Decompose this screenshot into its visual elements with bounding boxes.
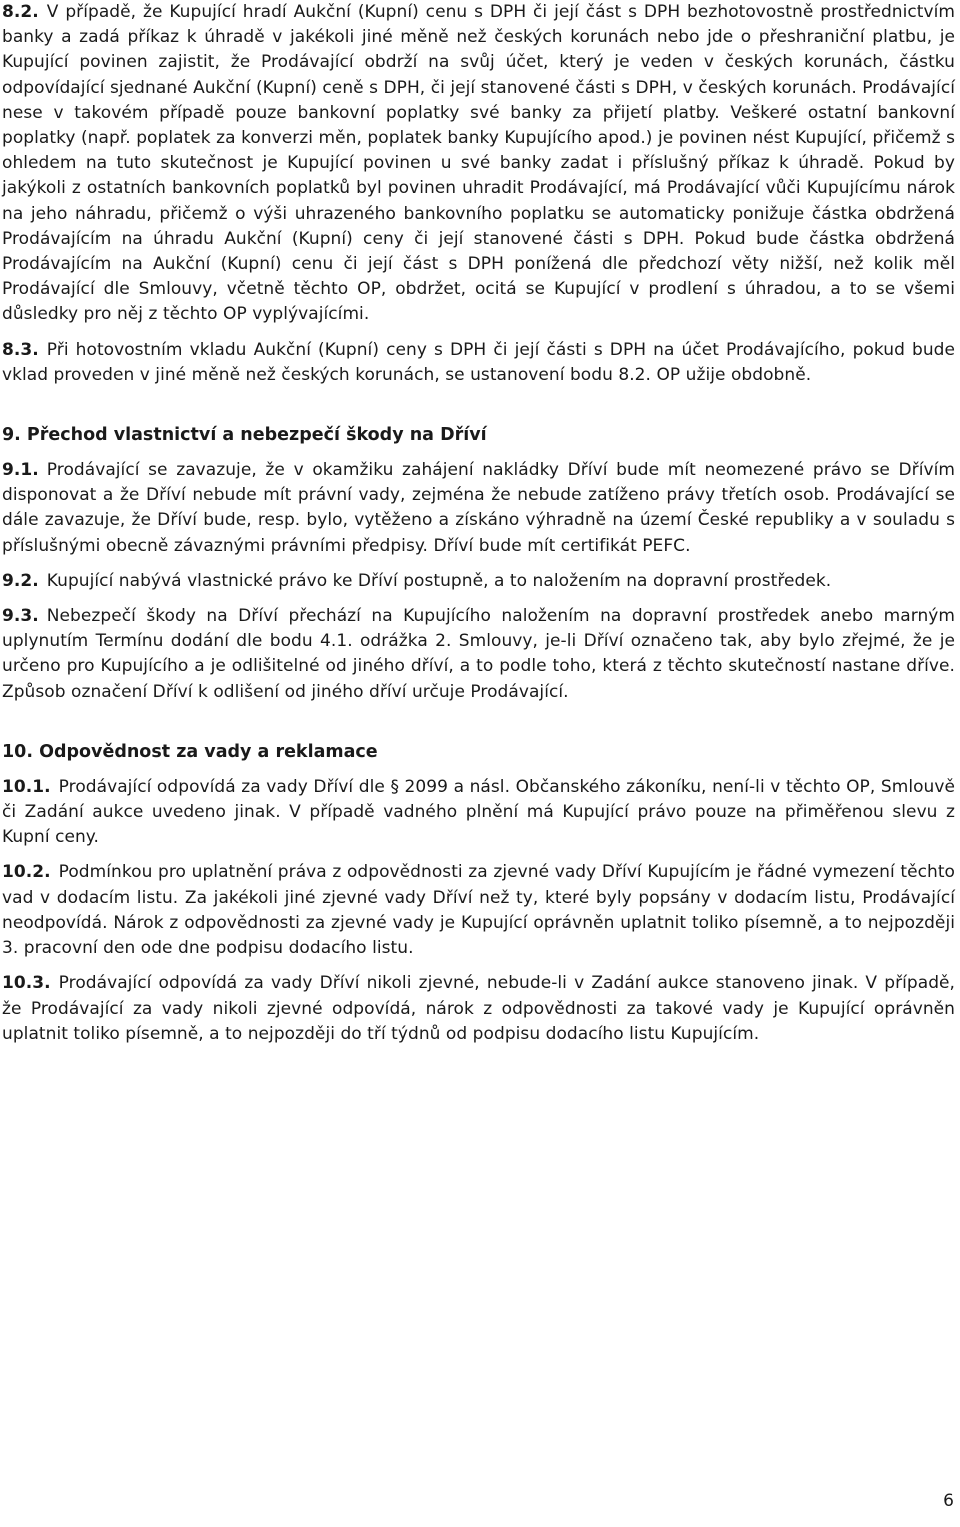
clause-number: 8.3.	[2, 339, 39, 360]
clause-9-1	[2, 458, 955, 559]
clause-9-3	[2, 604, 955, 705]
clause-text: Prodávající odpovídá za vady Dříví dle § 2099 a násl. Občanského zákoníku, není-li v těchto OP, Smlouvě či Zadání aukce uvedeno jinak. V případě vadného plnění má Kupující právo pouze na přiměřenou slevu z Kupní ceny.	[2, 776, 955, 848]
clause-10-3	[2, 971, 955, 1047]
clause-10-2	[2, 860, 955, 961]
clause-text: Podmínkou pro uplatnění práva z odpovědnosti za zjevné vady Dříví Kupujícím je řádné vymezení těchto vad v dodacím listu. Za jakékoli jiné zjevné vady Dříví než ty, které byly popsány v dodacím listu, Prodávající neodpovídá. Nárok z odpovědnosti za zjevné vady je Kupující oprávněn uplatnit toliko písemně, a to nejpozději 3. pracovní den ode dne podpisu dodacího listu.	[2, 862, 955, 959]
clause-8-3	[2, 338, 955, 388]
clause-9-2	[2, 569, 955, 594]
clause-text: Při hotovostním vkladu Aukční (Kupní) ceny s DPH či její části s DPH na účet Prodávajícího, pokud bude vklad proveden v jiné měně než českých korunách, se ustanovení bodu 8.2. OP užije obdobně.	[2, 339, 955, 385]
document-body	[2, 0, 955, 1047]
section-heading-9: 9. Přechod vlastnictví a nebezpečí škody na Dříví	[2, 425, 487, 446]
section-heading-10: 10. Odpovědnost za vady a reklamace	[2, 741, 378, 762]
clause-text: V případě, že Kupující hradí Aukční (Kupní) cenu s DPH či její část s DPH bezhotovostně prostřednictvím banky a zadá příkaz k úhradě v jakékoli jiné měně než českých korunách nebo jde o přeshraniční platbu, je Kupující povinen zajistit, že Prodávající obdrží na svůj účet, který je veden v českých korunách, částku odpovídající sjednané Aukční (Kupní) ceně s DPH, či její stanovené části s DPH, v českých korunách. Prodávající nese v takovém případě pouze bankovní poplatky své banky za přijetí platby. Veškeré ostatní bankovní poplatky (např. poplatek za konverzi měn, poplatek banky Kupujícího apod.) je povinen nést Kupující, přičemž s ohledem na tuto skutečnost je Kupující povinen u své banky zadat i příslušný příkaz k úhradě. Pokud by jakýkoli z ostatních bankovních poplatků byl povinen uhradit Prodávající, má Prodávající vůči Kupujícímu nárok na jeho náhradu, přičemž o výši uhrazeného bankovního poplatku se automaticky ponižuje částka obdržená Prodávajícím na úhradu Aukční (Kupní) ceny či její stanovené části s DPH. Pokud bude částka obdržená Prodávajícím na Aukční (Kupní) cenu či její část s DPH ponížená dle předchozí věty nižší, než kolik měl Prodávající dle Smlouvy, včetně těchto OP, obdržet, ocitá se Kupující v prodlení s úhradou, a to se všemi důsledky pro něj z těchto OP vyplývajícími.	[2, 2, 955, 325]
clause-8-2	[2, 0, 955, 328]
clause-number: 9.2.	[2, 570, 39, 591]
clause-number: 10.3.	[2, 973, 51, 994]
clause-text: Prodávající odpovídá za vady Dříví nikoli zjevné, nebude-li v Zadání aukce stanoveno jinak. V případě, že Prodávající za vady nikoli zjevné odpovídá, nárok z odpovědnosti za takové vady je Kupující oprávněn uplatnit toliko písemně, a to nejpozději do tří týdnů od podpisu dodacího listu Kupujícím.	[2, 973, 955, 1044]
clause-text: Prodávající se zavazuje, že v okamžiku zahájení nakládky Dříví bude mít neomezené právo se Dřívím disponovat a že Dříví nebude mít právní vady, zejména že nebude zatíženo právy třetích osob. Prodávající se dále zavazuje, že Dříví bude, resp. bylo, vytěženo a získáno výhradně na území České republiky a v souladu s příslušnými obecně závaznými právními předpisy. Dříví bude mít certifikát PEFC.	[2, 460, 955, 556]
clause-10-1	[2, 775, 955, 851]
clause-number: 9.3.	[2, 606, 39, 627]
clause-number: 8.2.	[2, 2, 39, 22]
clause-text: Nebezpečí škody na Dříví přechází na Kupujícího naložením na dopravní prostředek anebo marným uplynutím Termínu dodání dle bodu 4.1. odrážka 2. Smlouvy, je-li Dříví označeno tak, aby bylo zřejmé, že je určeno pro Kupujícího a je odlišitelné od jiného dříví, a to podle toho, která z těchto skutečností nastane dříve. Způsob označení Dříví k odlišení od jiného dříví určuje Prodávající.	[2, 606, 955, 702]
clause-number: 9.1.	[2, 460, 39, 481]
clause-number: 10.1.	[2, 776, 51, 797]
page-number: 6	[943, 1491, 954, 1511]
clause-text: Kupující nabývá vlastnické právo ke Dříví postupně, a to naložením na dopravní prostředek.	[46, 570, 832, 591]
clause-number: 10.2.	[2, 862, 51, 883]
